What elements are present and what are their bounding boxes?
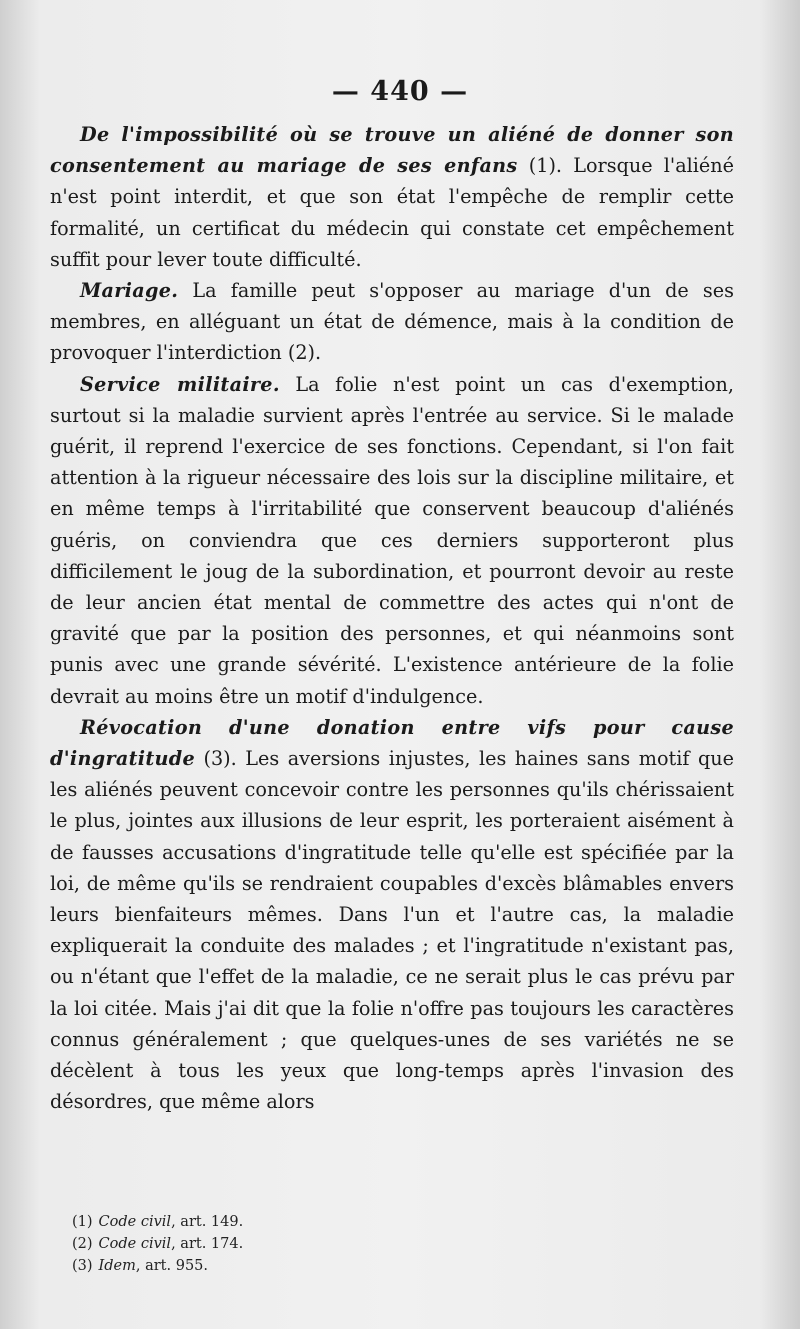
paragraph-text: (1). Lorsque l'aliéné n'est point interdit, et que son état l'empêche de remplir cette formalité, un certificat du médecin qui constate cet empêchement suffit pour lever toute difficulté. bbox=[50, 154, 734, 271]
footnote-marker: (1) bbox=[72, 1214, 93, 1230]
paragraph-text: La folie n'est point un cas d'exemption, surtout si la maladie survient après l'entrée au service. Si le malade guérit, il reprend l'exercice de ses fonctions. Cependant, si l'on fait attention à la rigueur nécessaire des lois sur la discipline militaire, et en même temps à l'irritabilité que conservent beaucoup d'aliénés guéris, on conviendra que ces derniers supporteront plus difficilement le joug de la subordination, et pourront devoir au reste de leur ancien état mental de commettre des actes qui n'ont de gravité que par la position des personnes, et qui néanmoins sont punis avec une grande sévérité. L'existence antérieure de la folie devrait au moins être un motif d'indulgence. bbox=[50, 372, 734, 708]
footnote-ref: , art. 955. bbox=[135, 1258, 209, 1274]
footnote-ref: , art. 174. bbox=[171, 1236, 244, 1252]
footnote-source: Code civil bbox=[98, 1236, 172, 1252]
paragraph-heading: Mariage. bbox=[80, 279, 179, 303]
paragraph bbox=[50, 369, 734, 712]
paragraph bbox=[50, 712, 734, 1118]
footnote bbox=[72, 1211, 672, 1233]
footnotes bbox=[72, 1211, 672, 1277]
footnote-ref: , art. 149. bbox=[171, 1214, 244, 1230]
footnote-source: Code civil bbox=[98, 1214, 172, 1230]
paragraph-heading: De l'impossibilité où se trouve un aliéné de donner son consentement au mariage de ses enfans bbox=[50, 123, 734, 178]
footnote bbox=[72, 1233, 672, 1255]
footnote-source: Idem bbox=[98, 1258, 136, 1274]
page-number: — 440 — bbox=[331, 76, 469, 107]
paragraph-heading: Service militaire. bbox=[80, 372, 280, 396]
footnote-marker: (3) bbox=[72, 1258, 93, 1274]
paragraph bbox=[50, 275, 734, 369]
paragraph-text: (3). Les aversions injustes, les haines sans motif que les aliénés peuvent concevoir contre les personnes qu'ils chérissaient le plus, jointes aux illusions de leur esprit, les porteraient aisément à de fausses accusations d'ingratitude telle qu'elle est spécifiée par la loi, de même qu'ils se rendraient coupables d'excès blâmables envers leurs bienfaiteurs mêmes. Dans l'un et l'autre cas, la maladie expliquerait la conduite des malades ; et l'ingratitude n'existant pas, ou n'étant que l'effet de la maladie, ce ne serait plus le cas prévu par la loi citée. Mais j'ai dit que la folie n'offre pas toujours les caractères connus généralement ; que quelques-unes de ses variétés ne se décèlent à tous les yeux que long-temps après l'invasion des désordres, que même alors bbox=[50, 747, 734, 1114]
footnote bbox=[72, 1255, 672, 1277]
paragraph-text: La famille peut s'opposer au mariage d'un de ses membres, en alléguant un état de démence, mais à la condition de provoquer l'interdiction (2). bbox=[50, 279, 734, 365]
paragraph bbox=[50, 119, 734, 275]
paragraph-heading: Révocation d'une donation entre vifs pour cause d'ingratitude bbox=[50, 715, 734, 771]
footnote-marker: (2) bbox=[72, 1236, 93, 1252]
body-text bbox=[50, 119, 734, 1118]
